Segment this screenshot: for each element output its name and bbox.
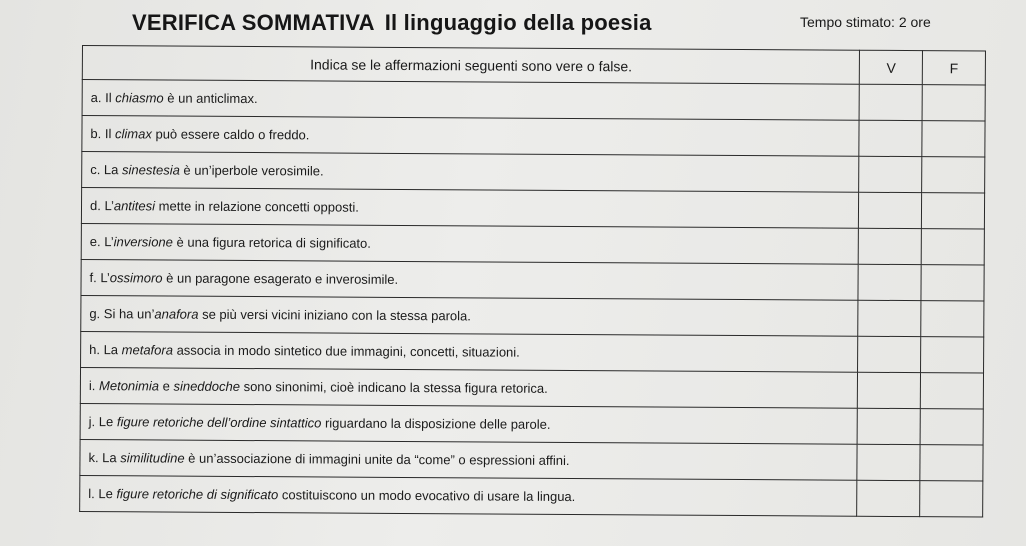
statement-prefix: d. L’ (89, 198, 114, 214)
statement-prefix: k. La (88, 450, 121, 466)
table-row (81, 295, 984, 337)
false-answer-cell[interactable] (921, 373, 984, 409)
false-answer-cell[interactable] (922, 157, 985, 193)
table-row (81, 188, 984, 230)
false-answer-cell[interactable] (920, 481, 983, 517)
true-answer-cell[interactable] (858, 372, 921, 408)
true-answer-cell[interactable] (858, 336, 921, 372)
statement-prefix: e. L’ (89, 234, 114, 250)
title-subtitle: Il linguaggio della poesia (384, 10, 652, 35)
false-answer-cell[interactable] (922, 121, 985, 157)
false-column-header: F (922, 51, 985, 85)
table-row (80, 475, 983, 517)
statement-rest: è un anticlimax. (163, 90, 258, 107)
table-row (82, 152, 985, 194)
statement-term: sinestesia (121, 162, 180, 178)
instruction-header: Indica se le affermazioni seguenti sono vere o false. (82, 46, 860, 85)
statement-term: figure retoriche dell’ordine sintattico (116, 414, 322, 431)
statement-rest: può essere caldo o freddo. (151, 126, 310, 143)
true-answer-cell[interactable] (858, 264, 921, 300)
statement-prefix: g. Si ha un’ (89, 306, 155, 322)
statement-connector: e (158, 378, 174, 394)
true-column-header: V (860, 50, 923, 84)
statement-rest: è una figura retorica di significato. (172, 234, 371, 251)
statement-text (82, 152, 860, 193)
statements-body (80, 80, 986, 518)
true-answer-cell[interactable] (857, 444, 920, 480)
statement-rest: sono sinonimi, cioè indicano la stessa figura retorica. (239, 378, 548, 396)
true-answer-cell[interactable] (858, 300, 921, 336)
statement-rest: se più versi vicini iniziano con la stessa parola. (198, 306, 471, 324)
false-answer-cell[interactable] (921, 265, 984, 301)
true-answer-cell[interactable] (859, 228, 922, 264)
table-row (80, 403, 983, 445)
statement-prefix: l. Le (88, 486, 117, 502)
statement-term: ossimoro (109, 270, 163, 286)
statement-text (80, 475, 858, 516)
false-answer-cell[interactable] (922, 193, 985, 229)
table-row (81, 223, 984, 265)
statement-text (81, 259, 859, 300)
statement-text (82, 116, 860, 157)
statement-prefix: j. Le (88, 414, 117, 430)
page-title (132, 10, 652, 36)
statement-rest: è un’iperbole verosimile. (179, 162, 324, 179)
statement-text (82, 80, 860, 121)
true-answer-cell[interactable] (859, 156, 922, 192)
statement-prefix: c. La (90, 162, 123, 178)
title-main: VERIFICA SOMMATIVA (132, 10, 375, 35)
statement-rest: costituiscono un modo evocativo di usare la lingua. (278, 487, 576, 505)
statement-text (80, 439, 858, 480)
true-answer-cell[interactable] (859, 120, 922, 156)
table-row (82, 116, 985, 158)
statement-rest: è un’associazione di immagini unite da “come” o espressioni affini. (184, 450, 570, 468)
statement-text (80, 367, 858, 408)
table-row (81, 331, 984, 373)
statement-text (80, 403, 858, 444)
statement-term: inversione (113, 234, 173, 250)
statement-prefix: f. L’ (89, 270, 110, 286)
table-row (82, 80, 985, 122)
statement-rest: associa in modo sintetico due immagini, concetti, situazioni. (172, 342, 520, 360)
table-row (80, 367, 983, 409)
false-answer-cell[interactable] (920, 409, 983, 445)
true-answer-cell[interactable] (859, 192, 922, 228)
statement-text (81, 331, 859, 372)
statement-rest: mette in relazione concetti opposti. (155, 198, 359, 215)
statement-prefix: b. Il (90, 126, 116, 142)
estimated-time: Tempo stimato: 2 ore (800, 14, 931, 30)
statement-term: Metonimia (98, 378, 160, 394)
statement-rest: riguardano la disposizione delle parole. (321, 415, 551, 432)
statement-term: metafora (121, 342, 174, 358)
statement-term: antitesi (113, 198, 156, 214)
statement-prefix: h. La (89, 342, 122, 358)
table-row (81, 259, 984, 301)
false-answer-cell[interactable] (921, 301, 984, 337)
false-answer-cell[interactable] (920, 445, 983, 481)
true-answer-cell[interactable] (860, 84, 923, 120)
statement-text (81, 188, 859, 229)
false-answer-cell[interactable] (922, 85, 985, 121)
table-header-row (82, 46, 985, 86)
true-false-table (79, 45, 986, 518)
statement-term: chiasmo (115, 90, 164, 106)
statement-text (81, 295, 859, 336)
statement-term: similitudine (120, 450, 185, 466)
statement-term: figure retoriche di significato (116, 486, 279, 503)
statement-text (81, 223, 859, 264)
statement-term: sineddoche (173, 378, 241, 394)
table-row (80, 439, 983, 481)
statement-term: climax (114, 126, 152, 142)
statement-prefix: a. Il (90, 90, 116, 106)
true-answer-cell[interactable] (857, 480, 920, 516)
false-answer-cell[interactable] (921, 337, 984, 373)
statement-rest: è un paragone esagerato e inverosimile. (162, 270, 399, 287)
true-answer-cell[interactable] (858, 408, 921, 444)
false-answer-cell[interactable] (921, 229, 984, 265)
statement-term: anafora (154, 306, 199, 322)
statement-prefix: i. (88, 378, 100, 394)
